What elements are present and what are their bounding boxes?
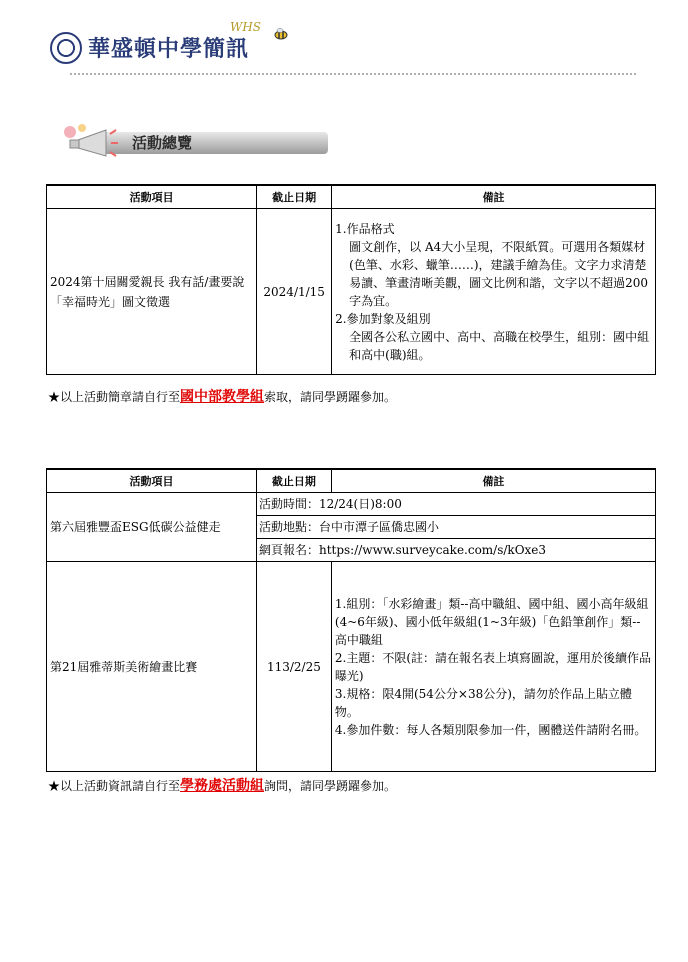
activity-deadline: 2024/1/15 <box>257 209 332 375</box>
newsletter-title: 華盛頓中學簡訊 <box>88 37 250 62</box>
event-time: 活動時間：12/24(日)8:00 <box>257 493 655 516</box>
activities-table-1 <box>46 184 656 375</box>
megaphone-icon <box>58 122 128 162</box>
header-notes: 備註 <box>332 185 656 209</box>
school-seal-icon <box>50 32 82 64</box>
registration-url[interactable]: 網頁報名：https://www.surveycake.com/s/kOxe3 <box>258 543 547 557</box>
header-divider <box>70 73 636 75</box>
table-row <box>47 209 656 375</box>
footnote-prefix: ★以上活動資訊請自行至 <box>48 779 181 793</box>
banner-title: 活動總覽 <box>132 134 193 152</box>
activity-name: 第六屆雅豐盃ESG低碳公益健走 <box>47 493 257 562</box>
office-link[interactable]: 國中部教學組 <box>180 389 265 405</box>
table-header-row <box>47 469 656 493</box>
header-item: 活動項目 <box>47 185 257 209</box>
header-item: 活動項目 <box>47 469 257 493</box>
note-text: 全國各公私立國中、高中、高職在校學生，組別：國中組和高中(職)組。 <box>349 329 650 362</box>
office-link[interactable]: 學務處活動組 <box>180 778 265 794</box>
bee-icon <box>272 28 290 40</box>
note-text: 圖文創作，以 A4大小呈現，不限紙質。可選用各類媒材(色筆、水彩、蠟筆……)，建議手繪為佳。文字力求清楚易讀、筆畫清晰美觀，圖文比例和諧，文字以不超過200字為宜。 <box>349 239 649 308</box>
footnote-suffix: 索取，請同學踴躍參加。 <box>264 390 397 404</box>
table-header-row <box>47 185 656 209</box>
section-banner <box>48 118 328 164</box>
note-heading: 1.作品格式 <box>335 221 395 236</box>
note-item: 1.組別：「水彩繪畫」類--高中職組、國中組、國小高年級組(4~6年級)、國小低年級組(1~3年級)「色鉛筆創作」類--高中職組 <box>334 596 649 647</box>
whs-logo-text: WHS <box>230 20 262 34</box>
note-item: 3.規格：限4開(54公分×38公分)，請勿於作品上貼立體物。 <box>334 686 632 719</box>
activity-name: 第21屆雅蒂斯美術繪畫比賽 <box>47 562 257 772</box>
activity-name: 2024第十屆關愛親長 我有話/畫要說「幸福時光」圖文徵選 <box>47 209 257 375</box>
table-row <box>47 493 656 562</box>
activities-table-2 <box>46 468 656 772</box>
detail-lines <box>257 493 655 561</box>
activity-notes <box>331 562 655 772</box>
activity-deadline: 113/2/25 <box>256 562 331 772</box>
footnote-2 <box>48 775 396 795</box>
footnote-prefix: ★以上活動簡章請自行至 <box>48 390 181 404</box>
note-item: 4.參加件數：每人各類別限參加一件，團體送件請附名冊。 <box>334 722 647 737</box>
page-header <box>50 20 640 80</box>
header-notes: 備註 <box>331 469 655 493</box>
footnote-1 <box>48 386 396 406</box>
activity-notes <box>332 209 656 375</box>
note-item: 2.主題：不限(註：請在報名表上填寫圖說，運用於後續作品曝光) <box>334 650 652 683</box>
activity-details <box>256 493 655 562</box>
header-deadline: 截止日期 <box>257 185 332 209</box>
event-location: 活動地點：台中市潭子區僑忠國小 <box>257 516 655 539</box>
header-deadline: 截止日期 <box>256 469 331 493</box>
footnote-suffix: 詢問，請同學踴躍參加。 <box>264 779 397 793</box>
table-row <box>47 562 656 772</box>
note-heading: 2.參加對象及組別 <box>335 311 431 326</box>
